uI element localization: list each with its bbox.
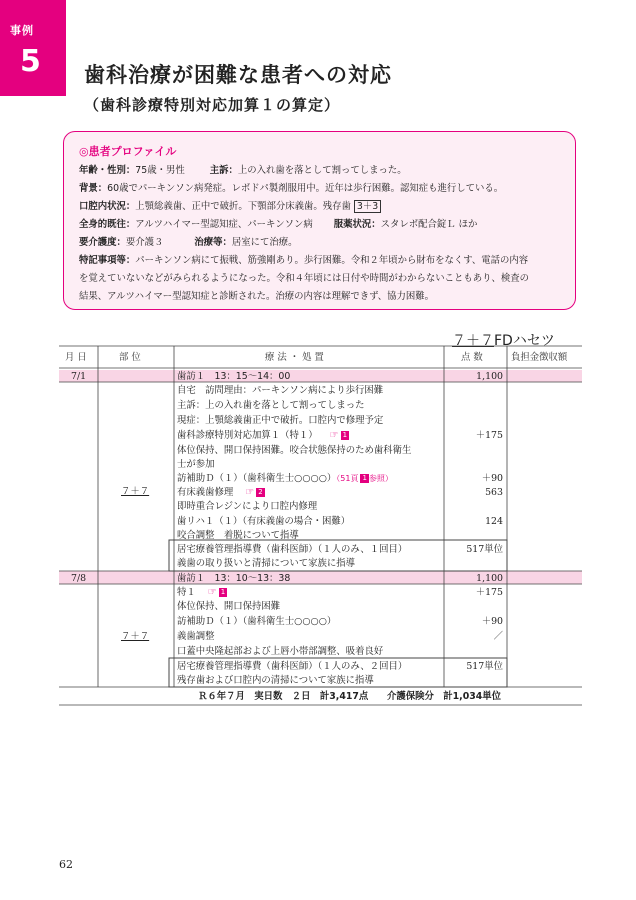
visit-site: ７＋７ (121, 631, 150, 642)
reference-badge: 1 (362, 474, 367, 482)
remaining-teeth: 3＋3 (354, 200, 381, 213)
treatment-line: 体位保持、開口保持困難 (177, 601, 281, 612)
points-value: 1,100 (476, 371, 503, 382)
points-value: 1,100 (476, 573, 503, 584)
profile-history-line: 全身的既往：アルツハイマー型認知症、パーキンソン病 服薬状況：スタレボ配合錠Ｌ ほか (79, 219, 478, 230)
treatment-line: 体位保持、開口保持困難。咬合状態保持のため歯科衛生 (177, 445, 412, 456)
treatment-line: 特１ ☞ 1 (177, 587, 226, 598)
reference-badge: 2 (258, 488, 263, 496)
visit-band (59, 571, 582, 584)
points-value: ＋175 (475, 587, 503, 598)
treatment-line: 咬合調整 着脱について指導 (177, 530, 299, 541)
treatment-line: 有床義歯修理 ☞ 2 (177, 487, 263, 498)
pointing-hand-icon: ☞ (329, 430, 339, 441)
visit-date: 7/8 (71, 573, 87, 584)
treatment-ledger (59, 345, 582, 706)
points-value: 563 (485, 487, 503, 498)
treatment-line: 自宅 訪問理由：パーキンソン病により歩行困難 (177, 385, 384, 396)
treatment-line: 歯リハ１（１）（有床義歯の場合・困難） (177, 516, 351, 527)
profile-care-line: 要介護度：要介護３ 治療等：居室にて治療。 (79, 237, 298, 248)
diagnosis-code: FDハセツ (494, 333, 555, 349)
profile-notes-line: を覚えていないなどがみられるようになった。令和４年頃には日付や時間がわからないこともあり、検査の (79, 273, 530, 284)
treatment-line: 歯訪１ 13：10〜13：38 (177, 573, 291, 584)
profile-background-line: 背景：60歳でパーキンソン病発症。レボドパ製剤服用中。近年は歩行困難。認知症も進行している。 (79, 183, 504, 194)
page-title: 歯科治療が困難な患者への対応 (84, 63, 392, 87)
page-subtitle: （歯科診療特別対応加算１の算定） (84, 96, 341, 114)
header-copay: 負担金徴収額 (511, 352, 568, 363)
treatment-line: 口蓋中央隆起部および上唇小帯部調整、吸着良好 (177, 646, 384, 657)
profile-notes-line: 特記事項等：パーキンソン病にて振戦、筋強剛あり。歩行困難。令和２年頃から財布をなくす、電話の内容 (79, 255, 529, 266)
case-label: 事例 (10, 24, 34, 37)
tooth-range: ７＋７ (452, 333, 494, 349)
treatment-line: 訪補助Ｄ（１）（歯科衛生士○○○○）（51頁 1 参照） (177, 473, 393, 484)
pointing-hand-icon: ☞ (245, 487, 255, 498)
case-number-tab (0, 0, 66, 96)
treatment-line: 居宅療養管理指導費（歯科医師）（１人のみ、１回目） (177, 544, 408, 555)
pointing-hand-icon: ☞ (207, 587, 217, 598)
page-number: 62 (59, 858, 73, 871)
treatment-line: 歯訪１ 13：15〜14：00 (177, 371, 291, 382)
treatment-line: 即時重合レジンにより口腔内修理 (177, 501, 318, 512)
visit-date: 7/1 (71, 371, 87, 382)
points-value: 517単位 (466, 661, 503, 672)
points-value: 124 (485, 516, 503, 527)
treatment-line: 主訴：上の入れ歯を落として割ってしまった (177, 400, 365, 411)
reference-badge: 1 (220, 588, 226, 596)
treatment-line: 現症：上顎総義歯正中で破折。口腔内で修理予定 (177, 415, 384, 426)
monthly-summary: Ｒ６年７月 実日数 ２日 計3,417点 介護保険分 計1,034単位 (198, 691, 502, 702)
treatment-line: 居宅療養管理指導費（歯科医師）（１人のみ、２回目） (177, 661, 408, 672)
profile-heading: ◎患者プロファイル (79, 145, 177, 158)
profile-notes-line: 結果、アルツハイマー型認知症と診断された。治療の内容は理解できず、協力困難。 (79, 291, 434, 302)
visit-site: ７＋７ (121, 486, 150, 497)
case-number: 5 (20, 44, 41, 79)
header-points: 点 数 (461, 352, 483, 363)
points-value: ＋90 (481, 473, 503, 484)
points-value: 517単位 (466, 544, 503, 555)
treatment-line: 義歯の取り扱いと清掃について家族に指導 (177, 558, 355, 569)
treatment-line: 士が参加 (177, 459, 215, 470)
treatment-line: 義歯調整 (177, 631, 215, 642)
profile-age-line: 年齢・性別：75歳・男性 主訴：上の入れ歯を落として割ってしまった。 (79, 165, 407, 176)
header-site: 部 位 (119, 352, 141, 363)
profile-oral-line: 口腔内状況：上顎総義歯、正中で破折。下顎部分床義歯。残存歯 3＋3 (79, 200, 381, 213)
points-value: ＋175 (475, 430, 503, 441)
treatment-line: 残存歯および口腔内の清掃について家族に指導 (177, 675, 374, 686)
header-treatment: 療 法 ・ 処 置 (265, 352, 324, 363)
treatment-line: 歯科診療特別対応加算１（特１） ☞ 1 (177, 430, 348, 441)
visit-band (59, 370, 582, 382)
patient-profile-box (63, 131, 576, 310)
reference-badge: 1 (342, 431, 348, 439)
treatment-line: 訪補助Ｄ（１）（歯科衛生士○○○○） (177, 616, 337, 627)
header-date: 月 日 (65, 352, 87, 363)
points-value: ＋90 (481, 616, 503, 627)
points-value: ／ (493, 631, 503, 642)
